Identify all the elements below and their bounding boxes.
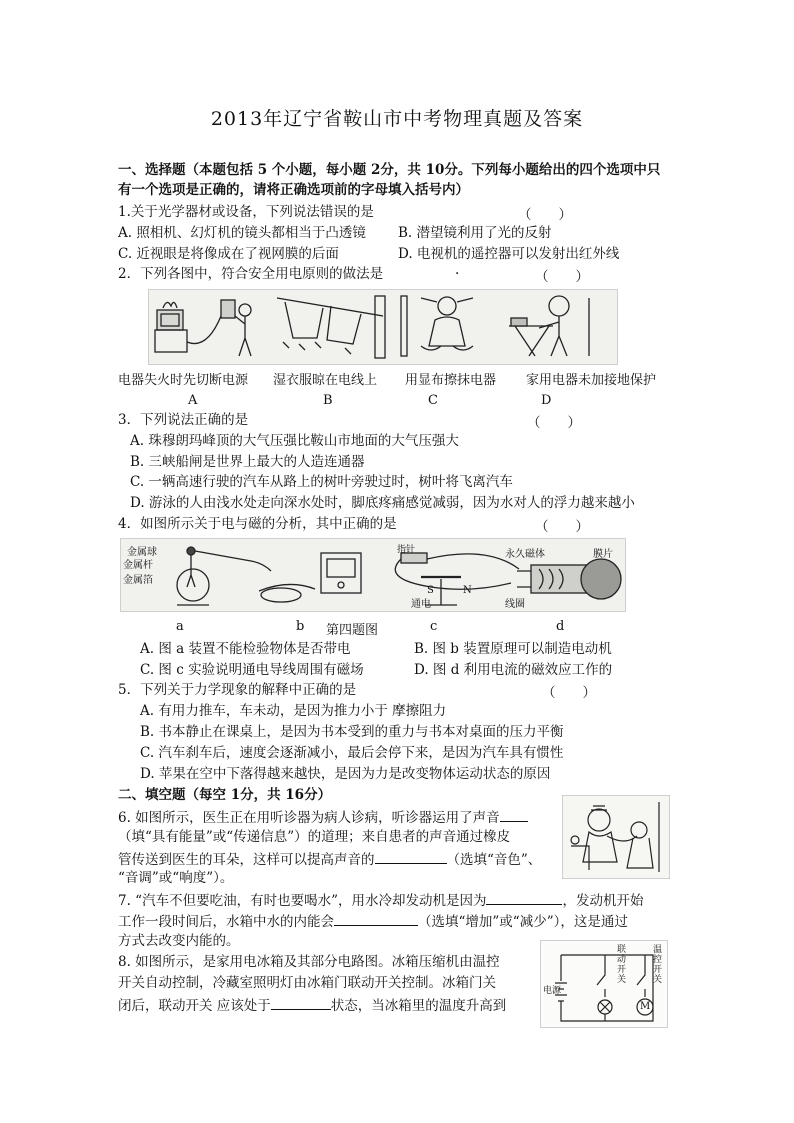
q6-line1 (118, 807, 528, 827)
q3-option-d: D. 游泳的人由浅水处走向深水处时，脚底疼痛感觉减弱，因为水对人的浮力越来越小 (130, 495, 635, 511)
q2-letter-a: A (188, 393, 198, 408)
q2-letter-c: C (428, 393, 438, 408)
q5-option-b: B. 书本静止在课桌上，是因为书本受到的重力与书本对桌面的压力平衡 (140, 724, 564, 740)
q2-figure-strip (148, 289, 618, 365)
q2-caption-c: 用显布擦抹电器 (405, 373, 497, 388)
page-title: 2013年辽宁省鞍山市中考物理真题及答案 (210, 108, 584, 130)
q7-line1 (118, 890, 643, 910)
q8-line3 (118, 995, 506, 1015)
q5-option-d: D. 苹果在空中下落得越来越快，是因为力是改变物体运动状态的原因 (140, 766, 551, 782)
q4-label-coil: 线圈 (505, 599, 525, 610)
q6-blank-2[interactable] (375, 849, 447, 864)
q8-label-motor: M (640, 1001, 651, 1012)
q7-line1-text-b: ，发动机开始 (562, 893, 644, 909)
q5-stem: 5．下列关于力学现象的解释中正确的是 (118, 682, 357, 698)
q7-line3: 方式去改变内能的。 (118, 933, 240, 949)
q1-option-d: D. 电视机的遥控器可以发射出红外线 (398, 246, 620, 262)
q4-option-d: D. 图 d 利用电流的磁效应工作的 (414, 662, 613, 678)
q4-stem: 4．如图所示关于电与磁的分析，其中正确的是 (118, 516, 397, 532)
q4-letter-a: a (176, 619, 184, 634)
q8-label-power: 电源 (543, 986, 562, 996)
q6-doctor-illustration (563, 796, 669, 878)
section1-heading-line1: 一、选择题（本题包括 5 个小题，每小题 2分，共 10分。下列每小题给出的四个选项中只 (118, 162, 661, 178)
q8-label-linked-switch: 联动开关 (617, 945, 627, 985)
q1-option-b: B. 潜望镜利用了光的反射 (398, 225, 552, 241)
q8-line2: 开关自动控制，冷藏室照明灯由冰箱门联动开关控制。冰箱门关 (118, 975, 496, 991)
q3-option-a: A. 珠穆朗玛峰顶的大气压强比鞍山市地面的大气压强大 (130, 433, 459, 449)
q6-line3 (118, 849, 541, 869)
q3-option-c: C. 一辆高速行驶的汽车从路上的树叶旁驶过时，树叶将飞离汽车 (130, 474, 513, 490)
q8-line1: 8. 如图所示，是家用电冰箱及其部分电路图。冰箱压缩机由温控 (118, 954, 500, 970)
q4-option-c: C. 图 c 实验说明通电导线周围有磁场 (140, 662, 364, 678)
q4-option-b: B. 图 b 装置原理可以制造电动机 (414, 641, 612, 657)
q4-label-power: 通电 (411, 599, 431, 610)
q4-figure-caption: 第四题图 (326, 623, 379, 638)
q2-stem: 2．下列各图中，符合安全用电原则的做法是 (118, 266, 384, 282)
q1-option-a: A. 照相机、幻灯机的镜头都相当于凸透镜 (118, 225, 366, 241)
q7-line2-text-b: （选填“增加”或“减少”），这是通过 (418, 914, 628, 930)
q2-safety-illustrations (149, 290, 617, 364)
q8-blank-1[interactable] (271, 995, 331, 1010)
q4-electromagnetism-illustrations (121, 539, 625, 611)
q7-line2-text-a: 工作一段时间后，水箱中水的内能会 (118, 914, 334, 930)
q2-caption-d: 家用电器未加接地保护 (526, 373, 657, 388)
q6-line4: “音调”或“响度”）。 (118, 870, 234, 886)
q4-label-n: N (463, 585, 472, 596)
q4-label-metal-ball: 金属球 (127, 547, 157, 558)
q4-label-needle: 指针 (397, 545, 416, 555)
q6-line3-text-a: 管传送到医生的耳朵，这样可以提高声音的 (118, 852, 375, 868)
q7-line2 (118, 911, 628, 931)
q2-caption-b: 湿衣服晾在电线上 (273, 373, 378, 388)
q6-blank-1[interactable] (500, 807, 528, 822)
q4-label-magnet: 永久磁体 (505, 549, 545, 560)
q4-letter-b: b (296, 619, 305, 634)
q4-label-s: S (427, 585, 434, 596)
q4-label-metal-rod: 金属杆 (123, 560, 153, 571)
q3-option-b: B. 三峡船闸是世界上最大的人造连通器 (130, 454, 365, 470)
q4-answer-paren: （ ） (535, 519, 589, 535)
q4-option-a: A. 图 a 装置不能检验物体是否带电 (140, 641, 351, 657)
q8-label-temp-switch: 温控开关 (653, 945, 663, 985)
q8-line3-text-b: 状态，当冰箱里的温度升高到 (330, 998, 507, 1014)
q5-option-c: C. 汽车刹车后，速度会逐渐减小，最后会停下来，是因为汽车具有惯性 (140, 745, 564, 761)
q1-option-c: C. 近视眼是将像成在了视网膜的后面 (118, 246, 339, 262)
q5-option-a: A. 有用力推车，车未动，是因为推力小于 摩擦阻力 (140, 703, 447, 719)
q4-figure-strip (120, 538, 626, 612)
q4-label-membrane: 膜片 (593, 549, 613, 560)
q1-stem: 1.关于光学器材或设备，下列说法错误的是 (118, 204, 374, 220)
q8-line3-text-a: 闭后，联动开关 应该处于 (118, 998, 271, 1014)
q7-line1-text-a: 7. “汽车不但要吃油，有时也要喝水”，用水冷却发动机是因为 (118, 893, 487, 909)
q3-answer-paren: （ ） (527, 415, 581, 431)
section1-heading-line2: 有一个选项是正确的，请将正确选项前的字母填入括号内） (118, 182, 469, 198)
q6-line2: （填“具有能量”或“传递信息”）的道理；来自患者的声音通过橡皮 (118, 829, 511, 845)
q2-dot: . (455, 262, 460, 278)
q2-caption-a: 电器失火时先切断电源 (118, 373, 249, 388)
q5-answer-paren: （ ） (542, 685, 596, 701)
q6-line1-text: 6. 如图所示，医生正在用听诊器为病人诊病，听诊器运用了声音 (118, 810, 500, 826)
q6-stethoscope-figure (562, 795, 670, 879)
q7-blank-2[interactable] (334, 911, 418, 926)
q2-answer-paren: （ ） (535, 269, 589, 285)
q7-blank-1[interactable] (486, 890, 562, 905)
q4-letter-d: d (556, 619, 565, 634)
q6-line3-text-b: （选填“音色”、 (446, 852, 542, 868)
q8-circuit-figure (540, 940, 668, 1028)
section2-heading: 二、填空题（每空 1分，共 16分） (118, 787, 332, 803)
q2-letter-d: D (541, 393, 552, 408)
q4-letter-c: c (430, 619, 438, 634)
q3-stem: 3．下列说法正确的是 (118, 412, 249, 428)
q2-letter-b: B (323, 393, 333, 408)
q4-label-metal-foil: 金属箔 (123, 575, 153, 586)
q1-answer-paren: （ ） (518, 207, 572, 223)
